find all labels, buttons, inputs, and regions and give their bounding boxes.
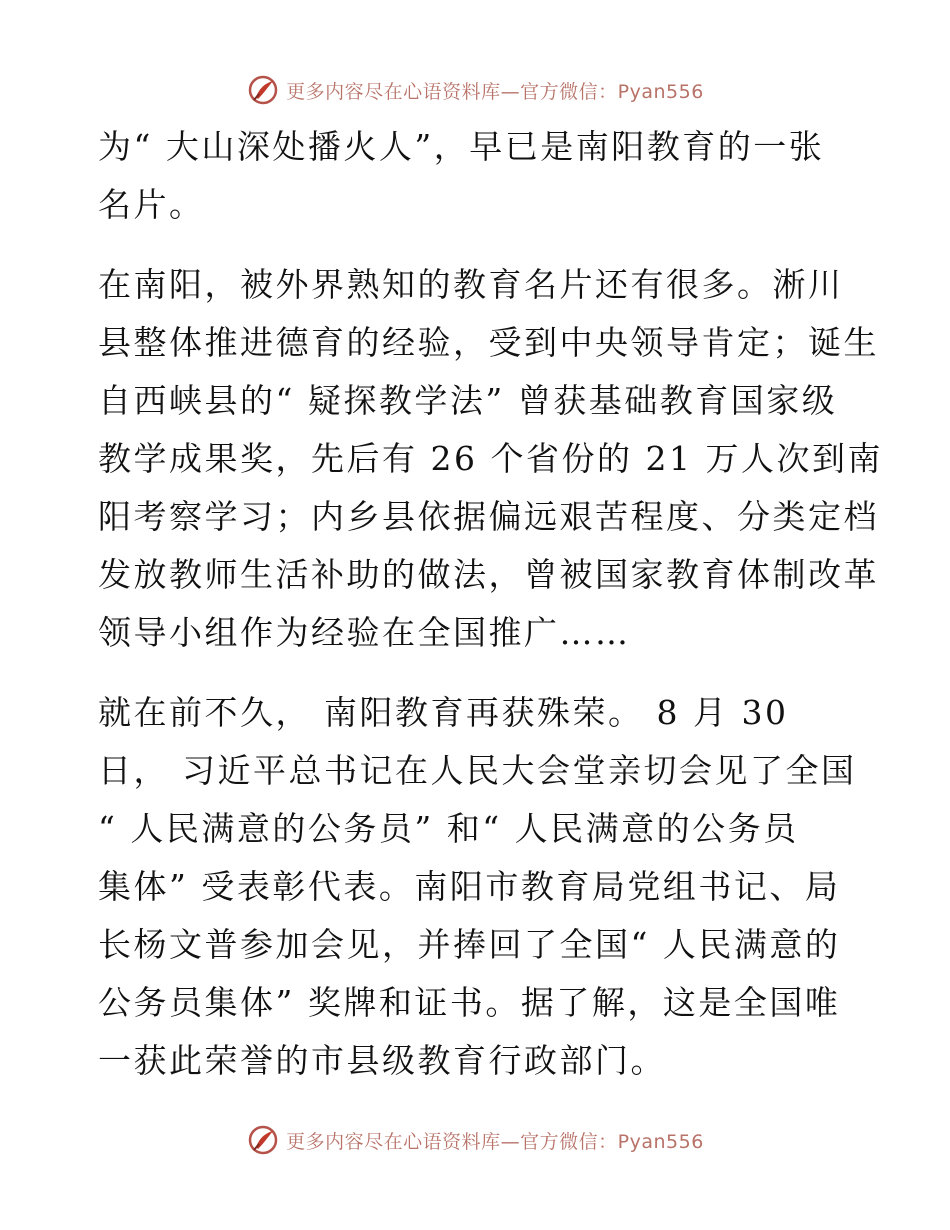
header-banner <box>0 70 950 110</box>
text-line: 长杨文普参加会见，并捧回了全国“ 人民满意的 <box>98 925 841 964</box>
header-banner-text: 更多内容尽在心语资料库—官方微信：Pyan556 <box>286 80 704 103</box>
text-line: 一获此荣誉的市县级教育行政部门。 <box>98 1041 666 1080</box>
paragraph-3 <box>98 684 858 1090</box>
text-line: 在南阳，被外界熟知的教育名片还有很多。淅川 <box>98 265 844 304</box>
text-line: 就在前不久， 南阳教育再获殊荣。 8 月 30 <box>98 693 789 732</box>
text-line: 发放教师生活补助的做法，曾被国家教育体制改革 <box>98 555 879 594</box>
text-line: 日， 习近平总书记在人民大会堂亲切会见了全国 <box>98 751 857 790</box>
paragraph-2 <box>98 256 883 662</box>
footer-banner <box>0 1120 950 1160</box>
text-line: 阳考察学习；内乡县依据偏远艰苦程度、分类定档 <box>98 497 879 536</box>
text-line: “ 人民满意的公务员” 和“ 人民满意的公务员 <box>98 809 799 848</box>
rose-logo-icon <box>246 73 280 107</box>
text-line: 名片。 <box>98 185 205 224</box>
text-line: 公务员集体” 奖牌和证书。据了解，这是全国唯 <box>98 983 841 1022</box>
text-line: 为“ 大山深处播火人”，早已是南阳教育的一张 <box>98 127 825 166</box>
text-line: 领导小组作为经验在全国推广…… <box>98 613 631 652</box>
footer-banner-text: 更多内容尽在心语资料库—官方微信：Pyan556 <box>286 1130 704 1153</box>
text-line: 县整体推进德育的经验，受到中央领导肯定；诞生 <box>98 323 879 362</box>
text-line: 集体” 受表彰代表。南阳市教育局党组书记、局 <box>98 867 841 906</box>
paragraph-1 <box>98 118 858 234</box>
rose-logo-icon <box>246 1123 280 1157</box>
text-line: 教学成果奖，先后有 26 个省份的 21 万人次到南 <box>98 439 883 478</box>
text-line: 自西峡县的“ 疑探教学法” 曾获基础教育国家级 <box>98 381 838 420</box>
document-body <box>98 118 883 1090</box>
